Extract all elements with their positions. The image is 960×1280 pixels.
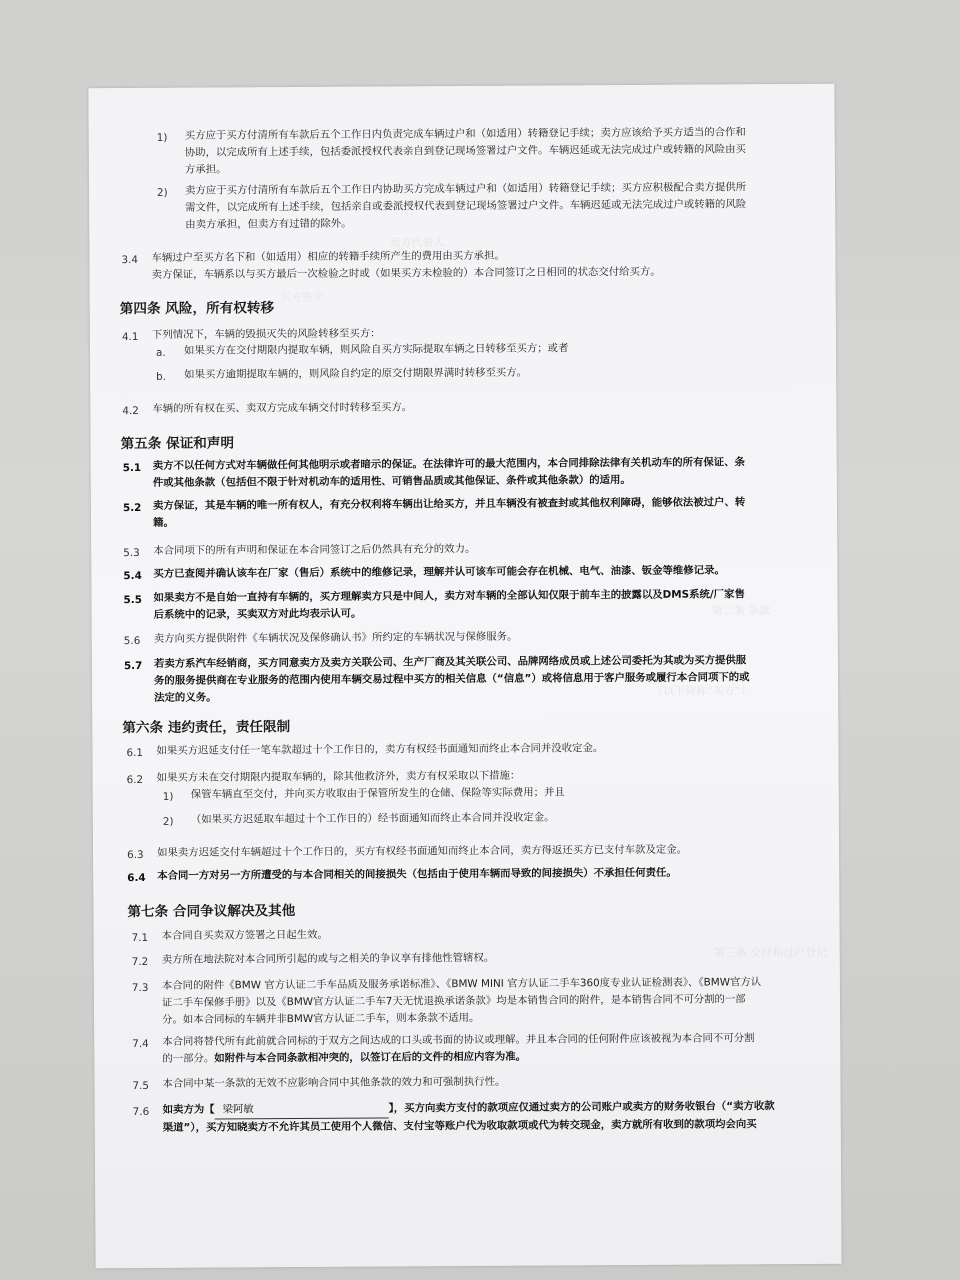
clause-number: 4.2 — [122, 404, 139, 418]
clause-number: 5.7 — [123, 659, 143, 673]
clause-number: 6.2 — [126, 773, 144, 787]
clause-text: 本合同将替代所有此前就合同标的于双方之间达成的口头或书面的协议或理解。并且本合同的任何附件应该被视为本合同不可分割 的一部分。如附件与本合同条款相冲突的，以签订在后的文件的相应内容为准。 — [162, 1032, 755, 1065]
clause-number: 7.1 — [131, 931, 149, 945]
clause-letter: b. — [156, 370, 167, 383]
clause-number: 1) — [162, 790, 174, 803]
clause-text: 买方应于买方付清所有车款后五个工作日内负责完成车辆过户和（如适用）转籍登记手续；卖方应该给予买方适当的合作和 协助，以完成所有上述手续，包括委派授权代表亲自到登记现场签署过户文件。车辆迟延或无法完成过户或转籍的风险由买 方承担。 — [184, 126, 746, 176]
clause-text: 车辆的所有权在买、卖双方完成车辆交付时转移至买方。 — [152, 401, 413, 415]
clause-number: 5.4 — [123, 569, 142, 583]
clause-number: 5.6 — [123, 634, 141, 648]
clause-letter: a. — [155, 346, 166, 359]
section-heading: 第五条 保证和声明 — [120, 435, 235, 453]
clause-number: 1) — [156, 131, 168, 144]
clause-text: 买方已查阅并确认该车在厂家（售后）系统中的维修记录，理解并认可该车可能会存在机械、电气、油漆、钣金等维修记录。 — [153, 564, 725, 580]
section-heading: 第七条 合同争议解决及其他 — [127, 903, 296, 921]
seller-name-field: 梁阿敏 — [215, 1100, 389, 1119]
show-through-text: 卖方代表人 — [389, 236, 445, 250]
clause-text: 如果卖方不是自始一直持有车辆的，买方理解卖方只是中间人，卖方对车辆的全部认知仅限于前车主的披露以及DMS系统/厂家售 后系统中的记录，买卖双方对此均表示认可。 — [153, 588, 745, 621]
contract-page — [88, 84, 841, 1269]
show-through-text: 买方签字 — [279, 290, 324, 305]
clause-text: 本合同中某一条款的无效不应影响合同中其他条款的效力和可强制执行性。 — [162, 1075, 506, 1090]
clause-text: 如果买方逾期提取车辆的，则风险自约定的原交付期限界满时转移至买方。 — [184, 366, 528, 381]
clause-number: 6.4 — [127, 871, 146, 885]
clause-text: 如卖方为【 梁阿敏 】，买方向卖方支付的款项应仅通过卖方的公司账户或卖方的财务收银台（“卖方收款 渠道”），买方知晓卖方不允许其员工使用个人微信、支付宝等账户代为收取款项或代为转交现金，卖方就所有收到的款项均会向买 — [162, 1100, 775, 1134]
show-through-text: 第三条 交付和过户登记 — [713, 945, 828, 960]
clause-number: 4.1 — [121, 330, 139, 344]
clause-text: 卖方向买方提供附件《车辆状况及保修确认书》所约定的车辆状况与保修服务。 — [153, 630, 518, 645]
clause-text: 保管车辆直至交付，并向买方收取由于保管所发生的仓储、保险等实际费用；并且 — [190, 786, 565, 801]
clause-text: 如果卖方迟延交付车辆超过十个工作日的，买方有权经书面通知而终止本合同，卖方得返还买方已支付车款及定金。 — [157, 843, 688, 859]
clause-text: 本合同自买卖双方签署之日起生效。 — [161, 928, 328, 942]
clause-text: 本合同一方对另一方所遭受的与本合同相关的间接损失（包括由于使用车辆而导致的间接损失）不承担任何责任。 — [157, 866, 677, 882]
clause-number: 5.1 — [122, 461, 142, 475]
clause-text: 本合同的附件《BMW 官方认证二手车品质及服务承诺标准》、《BMW MINI 官方认证二手车360度专业认证检测表》、《BMW官方认 证二手车保修手册》以及《BMW官方认证二手车7天无忧退换承诺条款》均是本销售合同的附件，是本销售合同不可分割的一部 分。如本合同标的车辆并非BMW官方认证二手车，则本条款不适用。 — [161, 976, 762, 1026]
clause-number: 7.3 — [131, 981, 149, 995]
clause-number: 2) — [157, 186, 168, 199]
clause-text: 本合同项下的所有声明和保证在本合同签订之后仍然具有充分的效力。 — [153, 542, 476, 557]
clause-number: 5.2 — [122, 501, 142, 515]
clause-text: （如果买方迟延取车超过十个工作日的）经书面通知而终止本合同并没收定金。 — [190, 811, 555, 826]
section-heading: 第四条 风险，所有权转移 — [119, 300, 275, 318]
clause-text: 卖方应于买方付清所有车款后五个工作日内协助买方完成车辆过户和（如适用）转籍登记手续；买方应积极配合卖方提供所 需文件，以完成所有上述手续，包括亲自或委派授权代表到登记现场签署过户文件。车辆迟延或无法完成过户或转籍的风险 由卖方承担，但卖方有过错的除外。 — [184, 181, 747, 231]
clause-text: 如果买方未在交付期限内提取车辆的，除其他救济外，卖方有权采取以下措施： — [156, 769, 521, 784]
clause-text: 卖方所在地法院对本合同所引起的或与之相关的争议享有排他性管辖权。 — [161, 951, 495, 966]
clause-number: 7.5 — [132, 1079, 150, 1093]
clause-text: 卖方不以任何方式对车辆做任何其他明示或者暗示的保证。在法律许可的最大范围内，本合同排除法律有关机动车的所有保证、条 件或其他条款（包括但不限于针对机动车的适用性、可销售品质或其他保证、条件或其他条款）的适用。 — [152, 456, 746, 489]
clause-number: 7.2 — [131, 955, 149, 969]
clause-number: 5.5 — [123, 593, 142, 607]
show-through-text: （以下简称“买方”） — [652, 684, 752, 698]
clause-text: 卖方保证，其是车辆的唯一所有权人，有充分权利将车辆出让给买方，并且车辆没有被查封或其他权利障碍，能够依法被过户、转 籍。 — [152, 496, 746, 529]
clause-number: 6.3 — [127, 848, 144, 862]
clause-text: 如果买方迟延支付任一笔车款超过十个工作日的，卖方有权经书面通知而终止本合同并没收定金。 — [156, 742, 604, 757]
show-through-text: 第二条 条款 — [711, 604, 771, 618]
clause-text: 如果买方在交付期限内提取车辆，则风险自买方实际提取车辆之日转移至买方；或者 — [183, 342, 569, 357]
clause-number: 6.1 — [126, 746, 144, 760]
clause-text: 若卖方系汽车经销商，买方同意卖方及卖方关联公司、生产厂商及其关联公司、品牌网络成员或上述公司委托为其或为买方提供服 务的服务提供商在专业服务的范围内使用车辆交易过程中买方的相关信息（“信息”）或将信息用于客户服务或履行本合同项下的或 法定的义务。 — [153, 654, 750, 704]
section-heading: 第六条 违约责任，责任限制 — [122, 719, 291, 737]
clause-number: 7.6 — [132, 1105, 150, 1119]
clause-number: 2) — [162, 815, 174, 828]
clause-number: 7.4 — [132, 1037, 149, 1051]
clause-text: 下列情况下，车辆的毁损灭失的风险转移至买方： — [151, 327, 381, 341]
clause-number: 5.3 — [123, 546, 140, 560]
clause-number: 3.4 — [121, 253, 139, 267]
clause-text: 车辆过户至买方名下和（如适用）相应的转籍手续所产生的费用由买方承担。 卖方保证，车辆系以与买方最后一次检验之时或（如果买方未检验的）本合同签订之日相同的状态交付给买方。 — [151, 249, 661, 281]
